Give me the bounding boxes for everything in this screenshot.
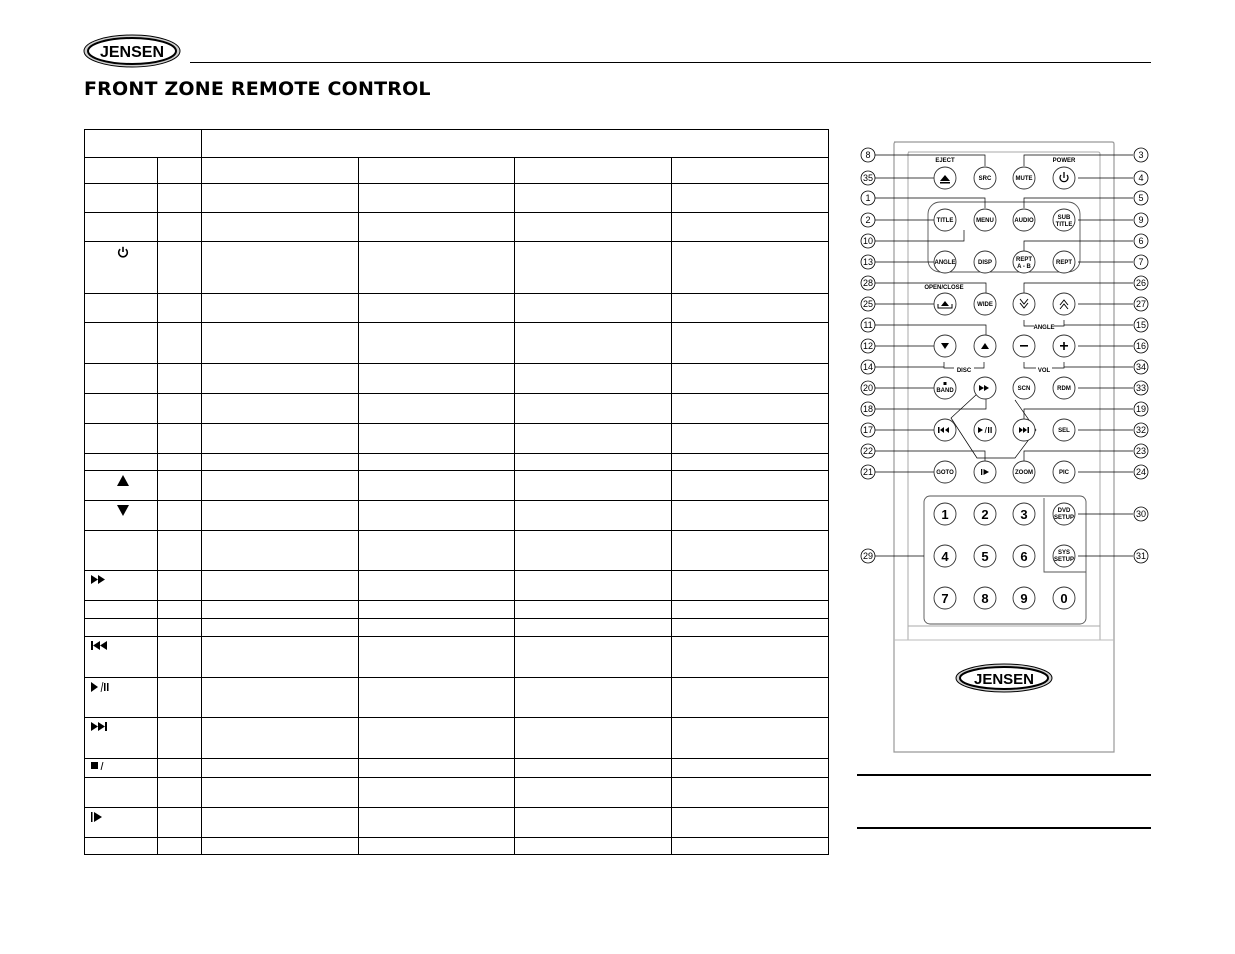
minus-icon	[1020, 345, 1028, 347]
svg-text:22: 22	[862, 446, 874, 456]
skip-previous-icon	[91, 641, 107, 650]
svg-text:30: 30	[1135, 509, 1147, 519]
table-subheader-row	[85, 158, 829, 184]
svg-text:18: 18	[862, 404, 874, 414]
callout-10	[861, 234, 875, 248]
skip-next-icon	[91, 722, 107, 731]
callout-25	[861, 297, 875, 311]
svg-text:19: 19	[1135, 404, 1147, 414]
src-label: SRC	[978, 176, 992, 182]
callout-27	[1134, 297, 1148, 311]
rept-label: REPT	[1055, 260, 1073, 266]
sys-setup-button[interactable]	[1053, 545, 1075, 567]
callout-32	[1134, 423, 1148, 437]
table-row	[85, 471, 829, 501]
callout-20	[861, 381, 875, 395]
callout-34	[1134, 360, 1148, 374]
callout-31	[1134, 549, 1148, 563]
svg-text:23: 23	[1135, 446, 1147, 456]
digit-5-label: 5	[981, 549, 989, 564]
digit-4-label: 4	[941, 549, 949, 564]
svg-text:7: 7	[1138, 257, 1144, 267]
remote-jensen-logo	[956, 664, 1052, 692]
svg-text:JENSEN: JENSEN	[973, 671, 1035, 688]
svg-text:31: 31	[1135, 551, 1147, 561]
table-row	[85, 637, 829, 678]
power-icon	[117, 246, 129, 258]
table-row	[85, 838, 829, 855]
angle-button-label: ANGLE	[934, 260, 956, 266]
table-row	[85, 323, 829, 364]
goto-label: GOTO	[936, 470, 954, 476]
callout-12	[861, 339, 875, 353]
callout-24	[1134, 465, 1148, 479]
svg-text:14: 14	[862, 362, 874, 372]
callout-3	[1134, 148, 1148, 162]
table-row	[85, 184, 829, 213]
svg-text:35: 35	[862, 173, 874, 183]
svg-text:11: 11	[863, 320, 873, 330]
sub-label: SUB	[1057, 215, 1071, 221]
page-title: FRONT ZONE REMOTE CONTROL	[84, 78, 431, 100]
callout-35	[861, 171, 875, 185]
svg-text:26: 26	[1135, 278, 1147, 288]
callout-6	[1134, 234, 1148, 248]
svg-text:27: 27	[1135, 299, 1147, 309]
table-row	[85, 619, 829, 637]
callout-7	[1134, 255, 1148, 269]
callout-29	[861, 549, 875, 563]
svg-text:33: 33	[1135, 383, 1147, 393]
scn-label: SCN	[1017, 386, 1031, 392]
note-rule-bottom	[857, 827, 1151, 829]
pic-label: PIC	[1058, 470, 1070, 476]
digit-7-label: 7	[941, 591, 949, 606]
triangle-down-icon	[117, 505, 129, 516]
dvd-label: DVD	[1057, 508, 1071, 514]
mute-label: MUTE	[1015, 176, 1033, 182]
svg-text:17: 17	[862, 425, 874, 435]
table-row	[85, 601, 829, 619]
svg-text:2: 2	[865, 215, 871, 225]
table-row	[85, 213, 829, 242]
callout-11	[861, 318, 875, 332]
callout-30	[1134, 507, 1148, 521]
callout-8	[861, 148, 875, 162]
callout-26	[1134, 276, 1148, 290]
callout-22	[861, 444, 875, 458]
svg-text:24: 24	[1135, 467, 1147, 477]
digit-2-label: 2	[981, 507, 989, 522]
svg-text:16: 16	[1135, 341, 1147, 351]
digit-9-label: 9	[1020, 591, 1028, 606]
table-row	[85, 678, 829, 718]
slow-play-icon	[91, 812, 103, 822]
table-row	[85, 759, 829, 778]
table-row	[85, 394, 829, 424]
remote-control-diagram	[856, 140, 1156, 755]
svg-text:20: 20	[862, 383, 874, 393]
svg-text:6: 6	[1138, 236, 1144, 246]
subtitle-label: TITLE	[1055, 222, 1073, 228]
callout-16	[1134, 339, 1148, 353]
callout-2	[861, 213, 875, 227]
digit-8-label: 8	[981, 591, 989, 606]
table-row	[85, 424, 829, 454]
callout-33	[1134, 381, 1148, 395]
digit-1-label: 1	[941, 507, 949, 522]
sys-label: SYS	[1057, 550, 1071, 556]
table-row	[85, 501, 829, 531]
angle-label: ANGLE	[1033, 325, 1055, 331]
sys-setup-label: SETUP	[1053, 557, 1075, 563]
header-rule	[190, 62, 1151, 63]
table-row	[85, 571, 829, 601]
function-table	[84, 129, 829, 855]
svg-text:32: 32	[1135, 425, 1147, 435]
callout-9	[1134, 213, 1148, 227]
wide-label: WIDE	[977, 302, 993, 308]
svg-text:28: 28	[862, 278, 874, 288]
svg-text:4: 4	[1138, 173, 1144, 183]
eject-label: EJECT	[935, 158, 955, 164]
svg-text:5: 5	[1138, 193, 1144, 203]
callout-19	[1134, 402, 1148, 416]
table-header-row	[85, 130, 829, 158]
sel-label: SEL	[1058, 428, 1070, 434]
audio-label: AUDIO	[1014, 218, 1034, 224]
callout-5	[1134, 191, 1148, 205]
svg-text:3: 3	[1138, 150, 1144, 160]
digit-6-label: 6	[1020, 549, 1028, 564]
digit-0-label: 0	[1060, 591, 1068, 606]
power-label: POWER	[1052, 158, 1076, 164]
stop-icon	[91, 762, 105, 770]
dvd-setup-button[interactable]	[1053, 503, 1075, 525]
zoom-label: ZOOM	[1015, 470, 1033, 476]
note-rule-top	[857, 774, 1151, 776]
vol-label: VOL	[1037, 368, 1051, 374]
svg-text:34: 34	[1135, 362, 1147, 372]
band-label: BAND	[936, 388, 954, 394]
title-label: TITLE	[936, 218, 954, 224]
table-row	[85, 531, 829, 571]
open-close-label: OPEN/CLOSE	[924, 285, 964, 291]
stop-icon	[944, 382, 947, 385]
dvd-setup-label: SETUP	[1053, 515, 1075, 521]
table-row	[85, 454, 829, 471]
triangle-up-icon	[117, 475, 129, 486]
callout-1	[861, 191, 875, 205]
callout-14	[861, 360, 875, 374]
callout-4	[1134, 171, 1148, 185]
callout-13	[861, 255, 875, 269]
rept-ab-label-1: REPT	[1015, 257, 1033, 263]
svg-text:29: 29	[862, 551, 874, 561]
callout-23	[1134, 444, 1148, 458]
svg-text:15: 15	[1135, 320, 1147, 330]
callout-21	[861, 465, 875, 479]
callout-15	[1134, 318, 1148, 332]
play-pause-button[interactable]	[974, 419, 996, 441]
table-row	[85, 718, 829, 759]
table-row	[85, 364, 829, 394]
svg-text:10: 10	[862, 236, 874, 246]
logo-text: JENSEN	[99, 44, 165, 61]
table-row	[85, 778, 829, 808]
callout-28	[861, 276, 875, 290]
menu-label: MENU	[976, 218, 994, 224]
table-row	[85, 808, 829, 838]
svg-text:12: 12	[862, 341, 874, 351]
svg-text:8: 8	[865, 150, 871, 160]
fast-forward-icon	[91, 575, 106, 584]
svg-text:25: 25	[862, 299, 874, 309]
svg-text:21: 21	[862, 467, 874, 477]
callout-18	[861, 402, 875, 416]
callout-17	[861, 423, 875, 437]
disc-label: DISC	[956, 368, 972, 374]
digit-3-label: 3	[1020, 507, 1028, 522]
svg-text:1: 1	[865, 193, 871, 203]
play-pause-icon	[91, 682, 109, 692]
table-row	[85, 294, 829, 323]
disp-label: DISP	[977, 260, 993, 266]
jensen-logo	[83, 34, 181, 68]
rept-ab-label-2: A - B	[1017, 264, 1031, 270]
table-row	[85, 242, 829, 294]
rdm-label: RDM	[1057, 386, 1071, 392]
svg-text:9: 9	[1138, 215, 1144, 225]
svg-text:13: 13	[862, 257, 874, 267]
